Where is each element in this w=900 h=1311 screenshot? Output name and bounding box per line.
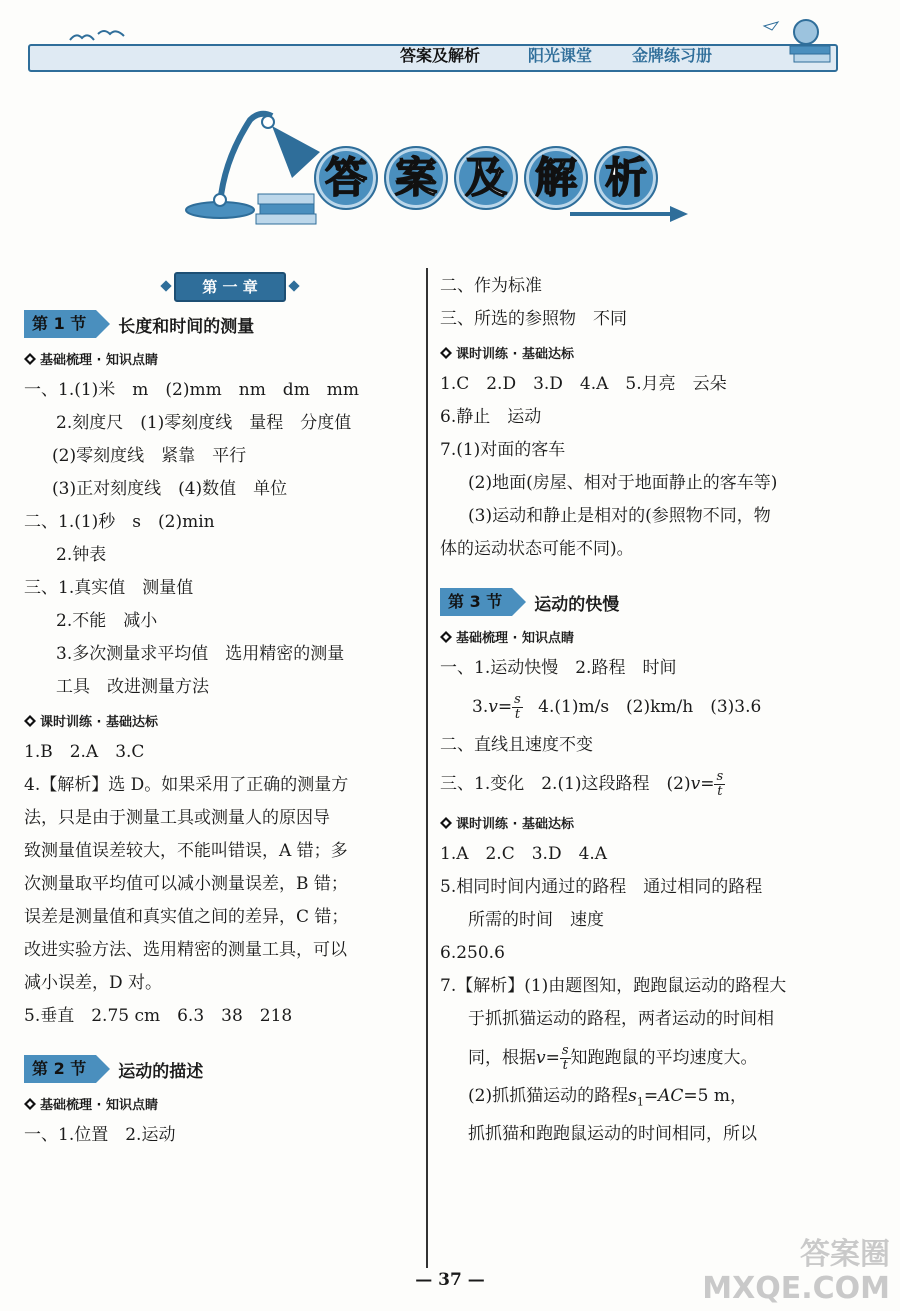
text-line: 6.静止 运动 (440, 407, 542, 427)
text-line: 改进实验方法、选用精密的测量工具，可以 (24, 940, 347, 960)
globe-books-icon (756, 16, 834, 64)
right-column (440, 270, 860, 1151)
text-line: 6.250.6 (440, 943, 505, 963)
page-title (314, 146, 658, 210)
text-line: 1.C 2.D 3.D 4.A 5.月亮 云朵 (440, 374, 727, 394)
text-line: (2)抓抓猫运动的路程$s_1=AC=5$ m， (468, 1086, 747, 1109)
text-line: (3)正对刻度线 (4)数值 单位 (52, 479, 288, 499)
diamond-icon (440, 817, 452, 829)
text-line: 致测量值误差较大，不能叫错误，A 错；多 (24, 841, 348, 861)
text-line: 2.不能 减小 (56, 611, 158, 631)
text-line: 一、1.运动快慢 2.路程 时间 (440, 658, 677, 678)
section-title: 运动的描述 (118, 1061, 204, 1082)
text-line: 1.A 2.C 3.D 4.A (440, 844, 608, 864)
diamond-icon (24, 353, 36, 365)
text-line: 2.钟表 (56, 545, 107, 565)
text-line: 二、作为标准 (440, 276, 542, 296)
diamond-icon (24, 715, 36, 727)
chapter-label: 第 一 章 (174, 272, 286, 302)
text-line: 3.多次测量求平均值 选用精密的测量 (56, 644, 345, 664)
fraction-s-over-t: $\frac{s}{t}$ (561, 1043, 569, 1073)
section-heading (24, 310, 412, 338)
title-banner (180, 100, 690, 230)
page-number: — 37 — (415, 1270, 485, 1290)
section-title: 运动的快慢 (534, 594, 620, 615)
section-heading (24, 1055, 412, 1083)
title-char: 解 (524, 146, 588, 210)
text-line: (2)零刻度线 紧靠 平行 (52, 446, 247, 466)
diamond-icon (440, 347, 452, 359)
diamond-icon (24, 1098, 36, 1110)
fraction-s-over-t: $\frac{s}{t}$ (716, 769, 724, 799)
birds-icon (68, 26, 128, 50)
section-heading (440, 588, 860, 616)
text-line: 工具 改进测量方法 (56, 677, 209, 697)
text-line: 体的运动状态可能不同)。 (440, 539, 634, 559)
text-line: 二、直线且速度不变 (440, 735, 593, 755)
text-line: 2.刻度尺 (1)零刻度线 量程 分度值 (56, 413, 352, 433)
text-line: 7.【解析】(1)由题图知，跑跑鼠运动的路程大 (440, 976, 787, 996)
left-column (24, 272, 412, 1152)
title-char: 析 (594, 146, 658, 210)
title-char: 答 (314, 146, 378, 210)
section-tag: 第 1 节 (24, 310, 96, 338)
subsection-label: 基础梳理 · 知识点睛 (440, 626, 860, 652)
formula-line: 3.v= $\frac{s}{t}$ 4.(1)m/s (2)km/h (3)3.6 (472, 692, 762, 722)
fraction-s-over-t: $\frac{s}{t}$ (514, 692, 521, 722)
desk-lamp-icon (180, 100, 330, 230)
text-line: 1.B 2.A 3.C (24, 742, 145, 762)
text-line: 5.垂直 2.75 cm 6.3 38 218 (24, 1006, 293, 1026)
text-line: 一、1.位置 2.运动 (24, 1125, 176, 1145)
formula-line: 三、1.变化 2.(1)这段路程 (2)v= $\frac{s}{t}$ (440, 769, 724, 799)
text-line: (3)运动和静止是相对的(参照物不同，物 (468, 506, 771, 526)
subsection-label: 课时训练 · 基础达标 (24, 710, 412, 736)
text-line: 7.(1)对面的客车 (440, 440, 566, 460)
text-line: 4.【解析】选 D。如果采用了正确的测量方 (24, 775, 349, 795)
text-line: 法，只是由于测量工具或测量人的原因导 (24, 808, 330, 828)
text-line: 一、1.(1)米 m (2)mm nm dm mm (24, 380, 360, 400)
text-line: 三、所选的参照物 不同 (440, 309, 627, 329)
title-char: 及 (454, 146, 518, 210)
subsection-label: 课时训练 · 基础达标 (440, 812, 860, 838)
text-line: 误差是测量值和真实值之间的差异，C 错； (24, 907, 349, 927)
diamond-icon (440, 631, 452, 643)
text-line: (2)地面(房屋、相对于地面静止的客车等) (468, 473, 778, 493)
column-divider (426, 268, 428, 1268)
subsection-label: 课时训练 · 基础达标 (440, 342, 860, 368)
text-line: 所需的时间 速度 (468, 910, 604, 930)
header-label-series: 阳光课堂 (528, 46, 593, 65)
text-line: 二、1.(1)秒 s (2)min (24, 512, 215, 532)
text-line: 5.相同时间内通过的路程 通过相同的路程 (440, 877, 763, 897)
text-line: 次测量取平均值可以减小测量误差，B 错； (24, 874, 348, 894)
text-line: 抓抓猫和跑跑鼠运动的时间相同，所以 (468, 1124, 757, 1145)
page-header (28, 38, 834, 70)
section-tag: 第 3 节 (440, 588, 512, 616)
title-underline-arrow (570, 204, 690, 224)
header-label-answers: 答案及解析 (400, 46, 481, 65)
text-line: 三、1.真实值 测量值 (24, 578, 194, 598)
header-label-book: 金牌练习册 (632, 46, 713, 65)
watermark: 答案圈 MXQE.COM (702, 1237, 890, 1306)
section-title: 长度和时间的测量 (118, 316, 255, 337)
section-tag: 第 2 节 (24, 1055, 96, 1083)
formula-line: 同，根据v= $\frac{s}{t}$ 知跑跑鼠的平均速度大。 (468, 1043, 758, 1073)
title-char: 案 (384, 146, 448, 210)
subsection-label: 基础梳理 · 知识点睛 (24, 348, 412, 374)
text-line: 于抓抓猫运动的路程，两者运动的时间相 (468, 1009, 774, 1029)
subsection-label: 基础梳理 · 知识点睛 (24, 1093, 412, 1119)
text-line: 减小误差，D 对。 (24, 973, 163, 993)
